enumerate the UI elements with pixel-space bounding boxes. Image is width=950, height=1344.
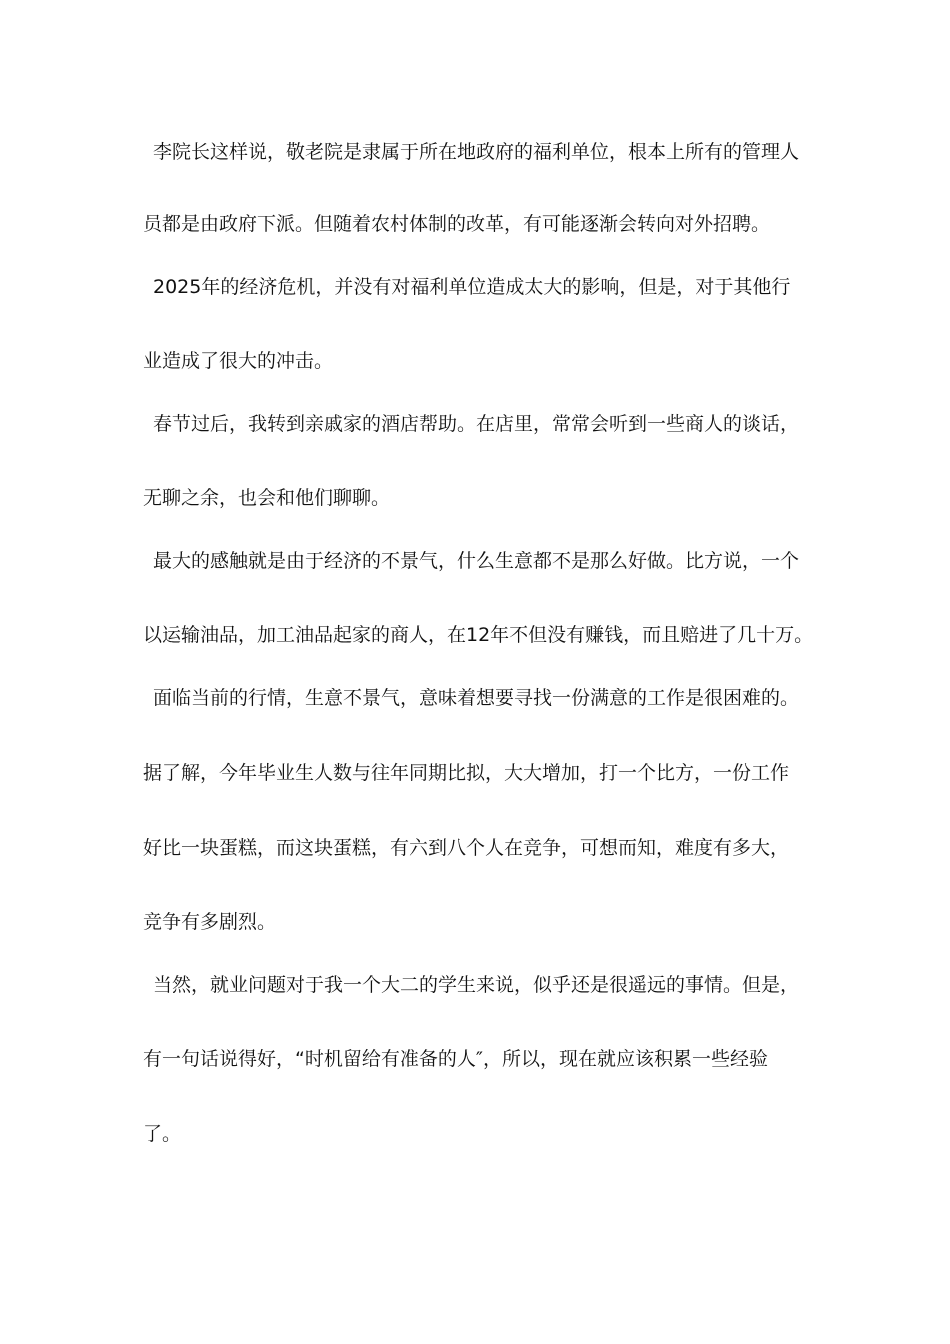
paragraph-4-line-2: 以运输油品，加工油品起家的商人，在12年不但没有赚钱，而且赔进了几十万。 [143,624,814,646]
paragraph-5-line-1: 面临当前的行情，生意不景气，意味着想要寻找一份满意的工作是很困难的。 [153,687,800,709]
paragraph-1-line-2: 员都是由政府下派。但随着农村体制的改革，有可能逐渐会转向对外招聘。 [143,213,771,235]
paragraph-2-line-2: 业造成了很大的冲击。 [143,350,334,372]
paragraph-6-line-1: 当然，就业问题对于我一个大二的学生来说，似乎还是很遥远的事情。但是， [153,974,800,996]
paragraph-5-line-2: 据了解，今年毕业生人数与往年同期比拟，大大增加，打一个比方，一份工作 [143,762,790,784]
paragraph-4-line-1: 最大的感触就是由于经济的不景气，什么生意都不是那么好做。比方说，一个 [153,550,800,572]
paragraph-1-line-1: 李院长这样说，敬老院是隶属于所在地政府的福利单位，根本上所有的管理人 [153,141,800,163]
paragraph-6-line-2: 有一句话说得好，“时机留给有准备的人″，所以，现在就应该积累一些经验 [143,1048,768,1070]
paragraph-3-line-2: 无聊之余，也会和他们聊聊。 [143,487,391,509]
paragraph-3-line-1: 春节过后，我转到亲戚家的酒店帮助。在店里，常常会听到一些商人的谈话， [153,413,800,435]
paragraph-5-line-4: 竞争有多剧烈。 [143,911,277,933]
paragraph-2-line-1: 2025年的经济危机，并没有对福利单位造成太大的影响，但是，对于其他行 [153,276,791,298]
paragraph-5-line-3: 好比一块蛋糕，而这块蛋糕，有六到八个人在竞争，可想而知，难度有多大， [143,837,790,859]
paragraph-6-line-3: 了。 [143,1123,182,1145]
